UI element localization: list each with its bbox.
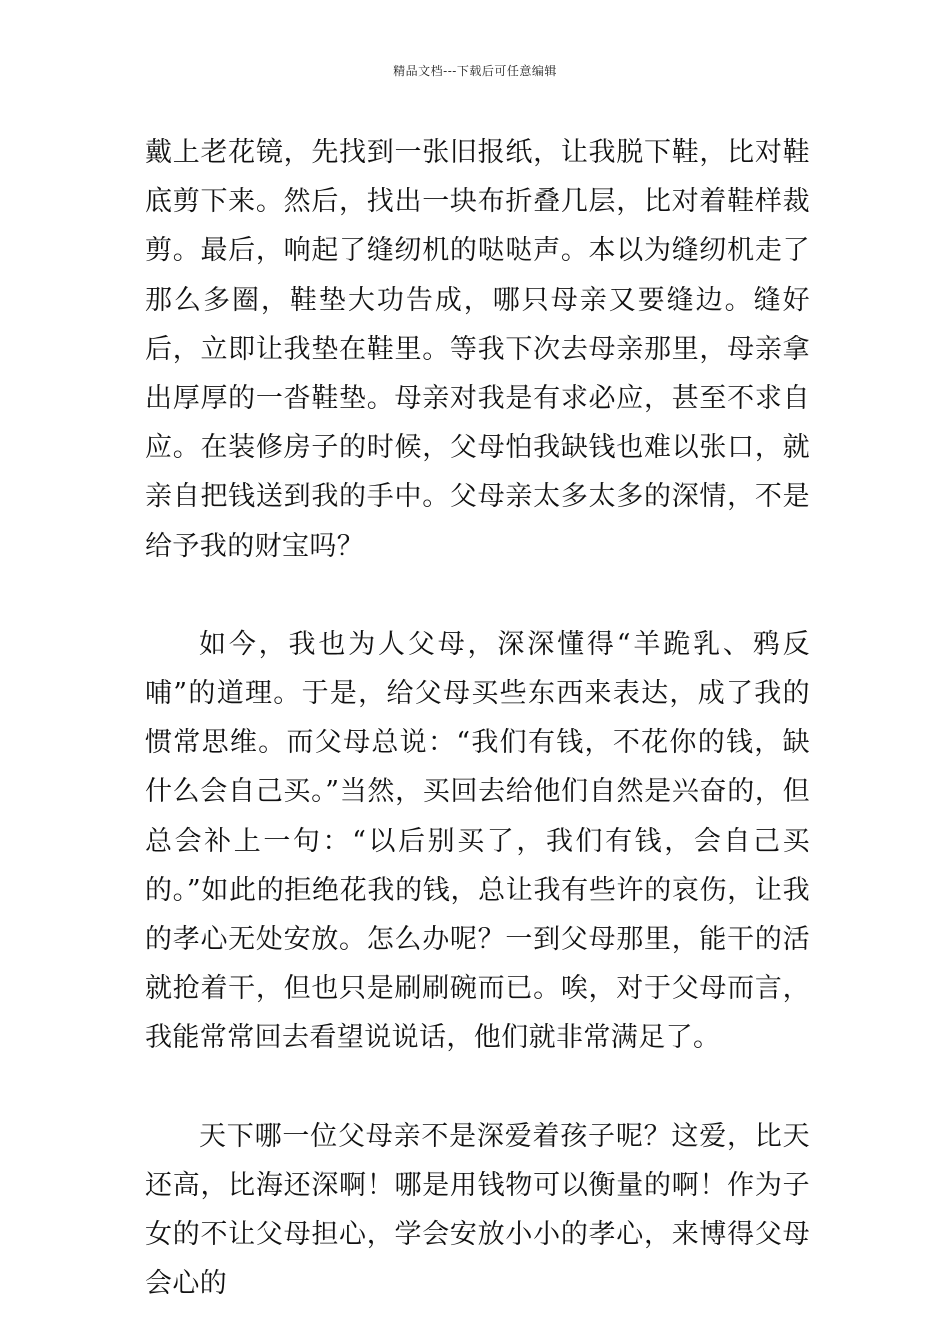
page-header: 精品文档---下载后可任意编辑 xyxy=(393,64,557,78)
paragraph-gap xyxy=(145,571,810,620)
document-body xyxy=(145,128,810,1308)
paragraph-gap xyxy=(145,1063,810,1112)
paragraph: 天下哪一位父母亲不是深爱着孩子呢？这爱，比天还高，比海还深啊！哪是用钱物可以衡量的啊！作为子女的不让父母担心，学会安放小小的孝心，来博得父母会心的 xyxy=(145,1120,810,1300)
paragraph-continued: 戴上老花镜，先找到一张旧报纸，让我脱下鞋，比对鞋底剪下来。然后，找出一块布折叠几层，比对着鞋样裁剪。最后，响起了缝纫机的哒哒声。本以为缝纫机走了那么多圈，鞋垫大功告成，哪只母亲又要缝边。缝好后，立即让我垫在鞋里。等我下次去母亲那里，母亲拿出厚厚的一沓鞋垫。母亲对我是有求必应，甚至不求自应。在装修房子的时候，父母怕我缺钱也难以张口，就亲自把钱送到我的手中。父母亲太多太多的深情，不是给予我的财宝吗？ xyxy=(145,137,810,562)
paragraph: 如今，我也为人父母，深深懂得“羊跪乳、鸦反哺”的道理。于是，给父母买些东西来表达，成了我的惯常思维。而父母总说：“我们有钱，不花你的钱，缺什么会自己买。”当然，买回去给他们自然是兴奋的，但总会补上一句：“以后别买了，我们有钱，会自己买的。”如此的拒绝花我的钱，总让我有些许的哀伤，让我的孝心无处安放。怎么办呢？一到父母那里，能干的活就抢着干，但也只是刷刷碗而已。唉，对于父母而言，我能常常回去看望说说话，他们就非常满足了。 xyxy=(145,628,810,1054)
